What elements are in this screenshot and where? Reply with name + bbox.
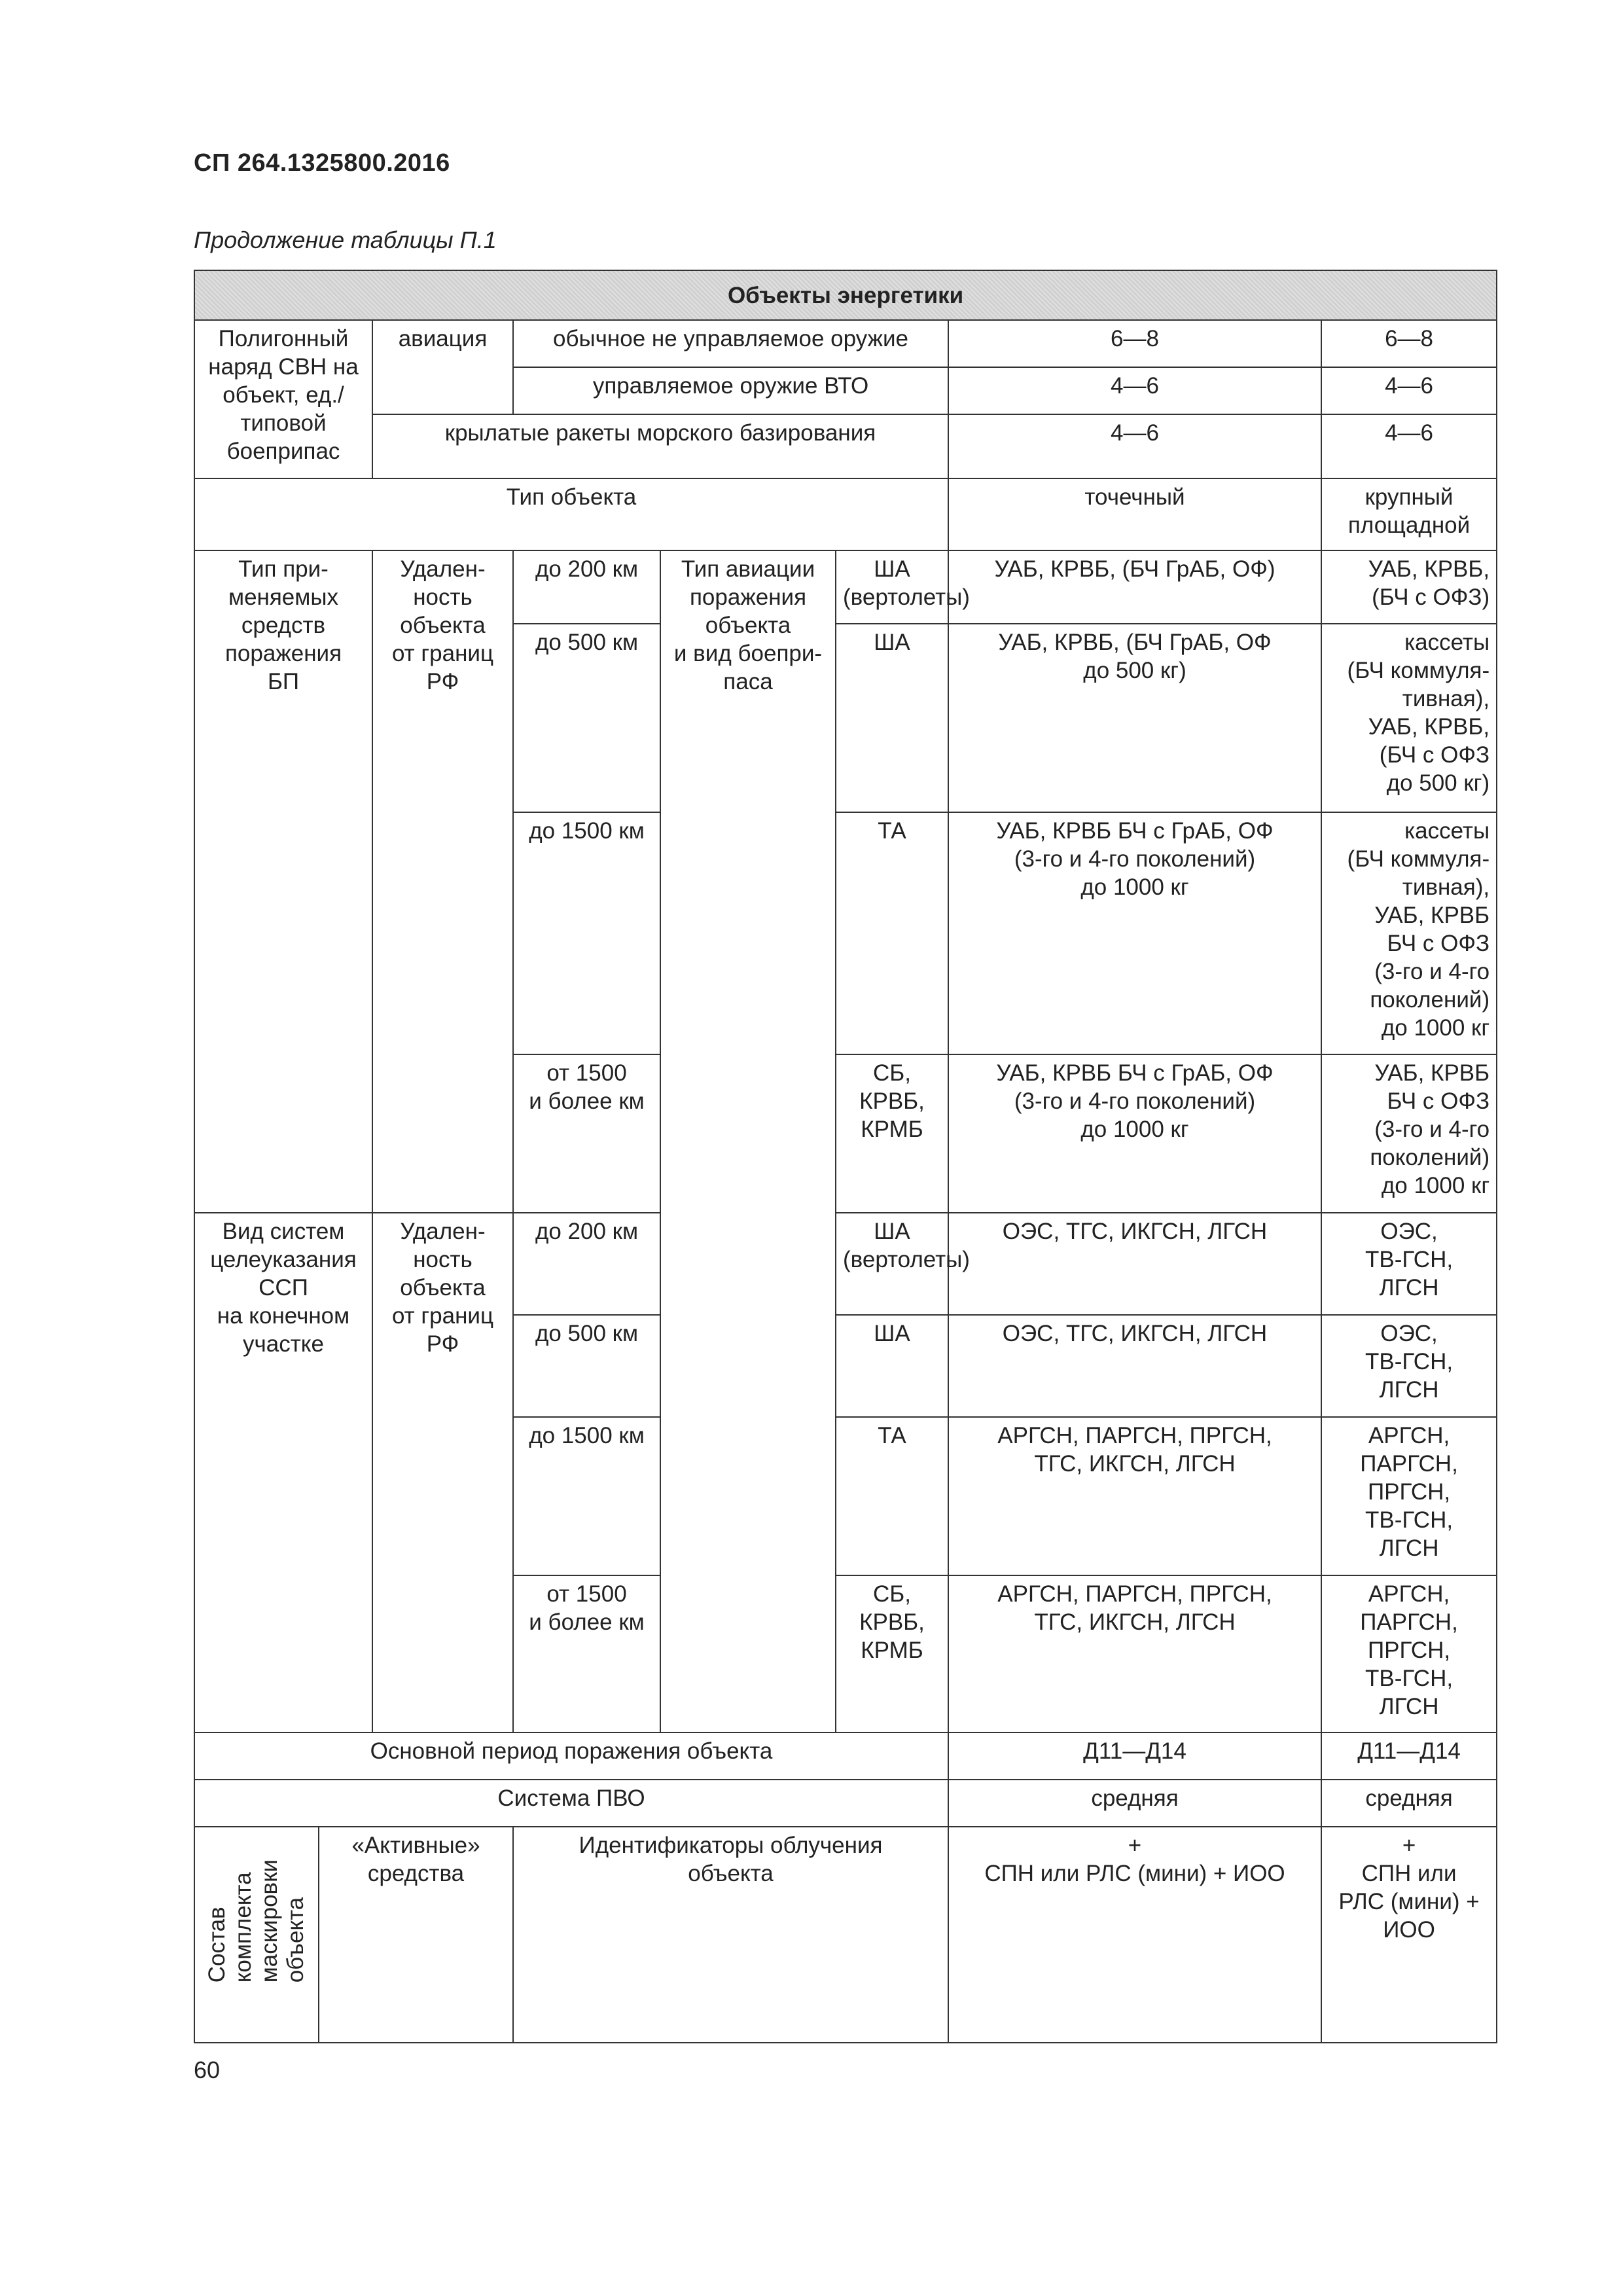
main-table (194, 270, 1497, 2043)
weapons-distance: от 1500 и более км (513, 1054, 660, 1213)
period-area: Д11—Д14 (1321, 1732, 1497, 1780)
weapons-aircraft: ТА (836, 812, 948, 1054)
masking-identifiers: Идентификаторы облучения объекта (513, 1827, 948, 2043)
weapons-point: УАБ, КРВБ, (БЧ ГрАБ, ОФ до 500 кг) (948, 624, 1321, 812)
weapons-distance: до 200 км (513, 550, 660, 624)
polygon-label: Полигонный наряд СВН на объект, ед./типовой боеприпас (194, 320, 372, 478)
masking-active: «Активные» средства (319, 1827, 513, 2043)
guidance-point: АРГСН, ПАРГСН, ПРГСН, ТГС, ИКГСН, ЛГСН (948, 1417, 1321, 1575)
guidance-point: ОЭС, ТГС, ИКГСН, ЛГСН (948, 1213, 1321, 1315)
weapons-aircraft: СБ, КРВБ, КРМБ (836, 1054, 948, 1213)
weapons-distance: до 1500 км (513, 812, 660, 1054)
guidance-aircraft: ША (вертолеты) (836, 1213, 948, 1315)
masking-point: + СПН или РЛС (мини) + ИОО (948, 1827, 1321, 2043)
section-header: Объекты энергетики (194, 270, 1497, 320)
polygon-row-point: 6—8 (948, 320, 1321, 367)
weapons-distance: до 500 км (513, 624, 660, 812)
pvo-area: средняя (1321, 1780, 1497, 1827)
table-caption: Продолжение таблицы П.1 (194, 226, 497, 253)
polygon-row-area: 4—6 (1321, 414, 1497, 478)
object-type-label: Тип объекта (194, 478, 948, 550)
guidance-label: Вид систем целеуказания ССП на конечном участке (194, 1213, 372, 1732)
guidance-area: ОЭС, ТВ-ГСН, ЛГСН (1321, 1213, 1497, 1315)
weapons-label: Тип при- меняемых средств поражения БП (194, 550, 372, 1213)
masking-label (194, 1827, 319, 2043)
guidance-distance: до 200 км (513, 1213, 660, 1315)
guidance-distance: до 1500 км (513, 1417, 660, 1575)
pvo-point: средняя (948, 1780, 1321, 1827)
guidance-distance-label: Удален- ность объекта от границ РФ (372, 1213, 513, 1732)
guidance-point: АРГСН, ПАРГСН, ПРГСН, ТГС, ИКГСН, ЛГСН (948, 1575, 1321, 1732)
guidance-point: ОЭС, ТГС, ИКГСН, ЛГСН (948, 1315, 1321, 1417)
polygon-row-area: 6—8 (1321, 320, 1497, 367)
weapons-area: УАБ, КРВБ, (БЧ с ОФЗ) (1321, 550, 1497, 624)
weapons-point: УАБ, КРВБ БЧ с ГрАБ, ОФ (3-го и 4-го поколений) до 1000 кг (948, 1054, 1321, 1213)
guidance-distance: от 1500 и более км (513, 1575, 660, 1732)
period-label: Основной период поражения объекта (194, 1732, 948, 1780)
weapons-area: УАБ, КРВБ БЧ с ОФЗ (3-го и 4-го поколений) до 1000 кг (1321, 1054, 1497, 1213)
weapons-aircraft: ША (836, 624, 948, 812)
weapons-area: кассеты (БЧ коммуля- тивная), УАБ, КРВБ, (БЧ с ОФЗ до 500 кг) (1321, 624, 1497, 812)
guidance-area: АРГСН, ПАРГСН, ПРГСН, ТВ-ГСН, ЛГСН (1321, 1575, 1497, 1732)
guidance-aircraft: ША (836, 1315, 948, 1417)
weapons-area: кассеты (БЧ коммуля- тивная), УАБ, КРВБ БЧ с ОФЗ (3-го и 4-го поколений) до 1000 кг (1321, 812, 1497, 1054)
weapons-point: УАБ, КРВБ БЧ с ГрАБ, ОФ (3-го и 4-го поколений) до 1000 кг (948, 812, 1321, 1054)
aviation-label: авиация (372, 320, 513, 414)
weapons-aircraft: ША (вертолеты) (836, 550, 948, 624)
guidance-area: АРГСН, ПАРГСН, ПРГСН, ТВ-ГСН, ЛГСН (1321, 1417, 1497, 1575)
page-number: 60 (194, 2056, 221, 2083)
guidance-aircraft: ТА (836, 1417, 948, 1575)
period-point: Д11—Д14 (948, 1732, 1321, 1780)
polygon-row-name: управляемое оружие ВТО (513, 367, 948, 414)
pvo-label: Система ПВО (194, 1780, 948, 1827)
polygon-row-point: 4—6 (948, 367, 1321, 414)
weapons-distance-label: Удален- ность объекта от границ РФ (372, 550, 513, 1213)
guidance-distance: до 500 км (513, 1315, 660, 1417)
masking-label-text: Состав комплекта маскировки объекта (204, 1859, 308, 1983)
object-type-area: крупный площадной (1321, 478, 1497, 550)
masking-area: + СПН или РЛС (мини) + ИОО (1321, 1827, 1497, 2043)
document-code: СП 264.1325800.2016 (194, 149, 450, 177)
weapons-point: УАБ, КРВБ, (БЧ ГрАБ, ОФ) (948, 550, 1321, 624)
polygon-row-name: обычное не управляемое оружие (513, 320, 948, 367)
guidance-area: ОЭС, ТВ-ГСН, ЛГСН (1321, 1315, 1497, 1417)
guidance-aircraft: СБ, КРВБ, КРМБ (836, 1575, 948, 1732)
polygon-row-area: 4—6 (1321, 367, 1497, 414)
polygon-row-name: крылатые ракеты морского базирования (372, 414, 948, 478)
polygon-row-point: 4—6 (948, 414, 1321, 478)
object-type-point: точечный (948, 478, 1321, 550)
aviation-type-label: Тип авиации поражения объекта и вид боепри- паса (660, 550, 836, 1732)
